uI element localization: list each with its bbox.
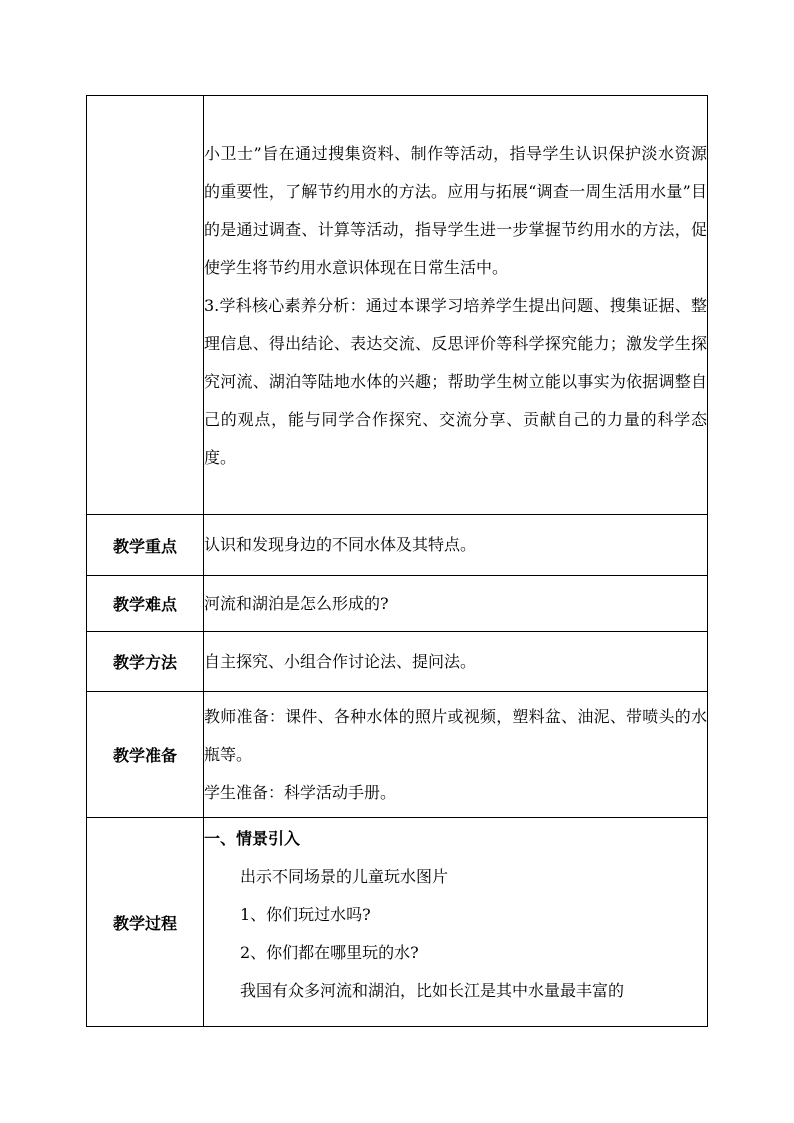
method-content: 自主探究、小组合作讨论法、提问法。 — [204, 632, 708, 692]
process-line: 我国有众多河流和湖泊，比如长江是其中水量最丰富的 — [240, 981, 625, 1000]
process-content — [204, 818, 708, 1027]
continuation-row — [87, 96, 708, 515]
process-line: 2、你们都在哪里玩的水? — [240, 943, 419, 962]
student-preparation: 学生准备：科学活动手册。 — [204, 782, 397, 802]
method-label: 教学方法 — [87, 632, 204, 692]
preparation-label: 教学准备 — [87, 692, 204, 818]
difficulty-row — [87, 576, 708, 632]
continuation-label — [87, 96, 204, 515]
analysis-paragraph-2: 3.学科核心素养分析：通过本课学习培养学生提出问题、搜集证据、整理信息、得出结论、表达交流、反思评价等科学探究能力；激发学生探究河流、湖泊等陆地水体的兴趣；帮助学生树立能以事实为依据调整自己的观点，能与同学合作探究、交流分享、贡献自己的力量的科学态度。 — [204, 295, 707, 467]
difficulty-label: 教学难点 — [87, 576, 204, 632]
process-line: 出示不同场景的儿童玩水图片 — [240, 867, 449, 886]
teacher-preparation: 教师准备：课件、各种水体的照片或视频，塑料盆、油泥、带喷头的水瓶等。 — [204, 706, 707, 764]
process-line: 1、你们玩过水吗? — [240, 905, 371, 924]
lesson-plan-table — [86, 95, 708, 1027]
preparation-content — [204, 692, 708, 818]
key-point-content: 认识和发现身边的不同水体及其特点。 — [204, 515, 708, 576]
key-point-row — [87, 515, 708, 576]
continuation-content — [204, 96, 708, 515]
process-section-title: 一、情景引入 — [204, 829, 301, 848]
key-point-label: 教学重点 — [87, 515, 204, 576]
process-label: 教学过程 — [87, 818, 204, 1027]
analysis-paragraph-1: 小卫士”旨在通过搜集资料、制作等活动，指导学生认识保护淡水资源的重要性，了解节约用水的方法。应用与拓展“调查一周生活用水量”目的是通过调查、计算等活动，指导学生进一步掌握节约用水的方法，促使学生将节约用水意识体现在日常生活中。 — [204, 143, 707, 277]
preparation-row — [87, 692, 708, 818]
method-row — [87, 632, 708, 692]
difficulty-content: 河流和湖泊是怎么形成的? — [204, 576, 708, 632]
process-row — [87, 818, 708, 1027]
